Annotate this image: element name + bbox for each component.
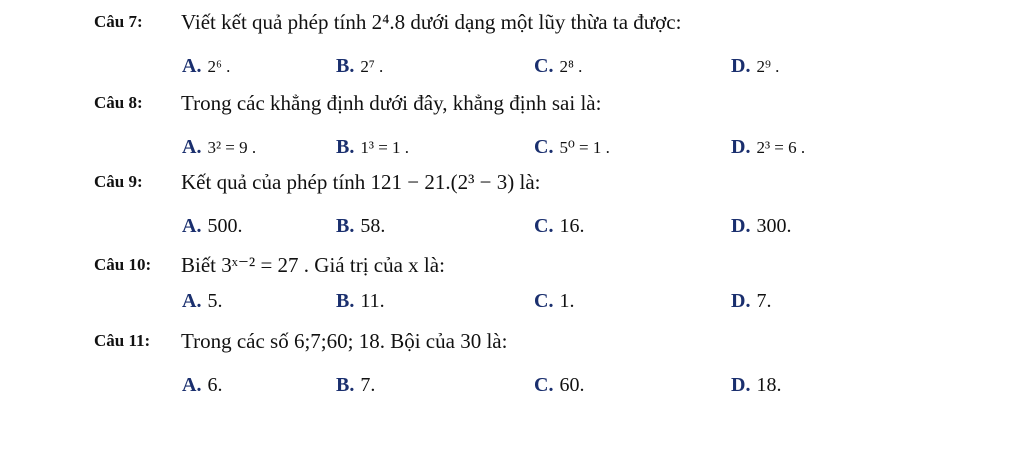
option-key: D. (731, 374, 751, 396)
option-b (336, 214, 385, 238)
option-value: 2³ = 6 . (756, 138, 806, 157)
option-key: D. (731, 290, 751, 312)
option-key: A. (182, 55, 202, 77)
question-8 (0, 91, 1024, 181)
option-key: B. (336, 290, 355, 312)
option-value: 58. (360, 215, 386, 237)
option-c (534, 54, 582, 79)
option-b (336, 373, 375, 397)
option-key: A. (182, 290, 202, 312)
option-b (336, 289, 385, 313)
option-value: 1. (559, 290, 575, 312)
option-d (731, 289, 771, 313)
option-key: B. (336, 215, 355, 237)
option-a (182, 54, 230, 79)
question-9 (0, 170, 1024, 260)
option-c (534, 214, 584, 238)
option-key: C. (534, 136, 554, 158)
option-key: B. (336, 55, 355, 77)
option-value: 3² = 9 . (207, 138, 257, 157)
option-value: 7. (756, 290, 772, 312)
option-key: D. (731, 55, 751, 77)
option-a (182, 214, 242, 238)
option-value: 7. (360, 374, 376, 396)
question-label: Câu 10: (94, 255, 152, 274)
question-7 (0, 10, 1024, 100)
option-d (731, 54, 779, 79)
option-a (182, 289, 222, 313)
question-label: Câu 7: (94, 12, 143, 31)
option-b (336, 135, 409, 160)
option-value: 60. (559, 374, 585, 396)
option-d (731, 135, 805, 160)
question-11 (0, 329, 1024, 419)
option-key: A. (182, 374, 202, 396)
option-key: B. (336, 136, 355, 158)
option-value: 5. (207, 290, 223, 312)
option-c (534, 289, 574, 313)
option-key: C. (534, 55, 554, 77)
question-label: Câu 9: (94, 172, 143, 191)
option-value: 2⁸ . (559, 57, 583, 76)
option-value: 2⁶ . (207, 57, 231, 76)
option-key: C. (534, 290, 554, 312)
option-c (534, 135, 610, 160)
option-a (182, 373, 222, 397)
question-text: Viết kết quả phép tính 2⁴.8 dưới dạng một lũy thừa ta được: (181, 10, 682, 34)
option-value: 6. (207, 374, 223, 396)
option-b (336, 54, 383, 79)
option-d (731, 214, 791, 238)
option-c (534, 373, 584, 397)
question-label: Câu 11: (94, 331, 151, 350)
option-value: 11. (360, 290, 385, 312)
question-text: Trong các số 6;7;60; 18. Bội của 30 là: (181, 329, 508, 353)
option-a (182, 135, 256, 160)
option-key: A. (182, 136, 202, 158)
option-value: 500. (207, 215, 243, 237)
option-value: 16. (559, 215, 585, 237)
option-value: 5⁰ = 1 . (559, 138, 610, 157)
option-value: 300. (756, 215, 792, 237)
option-d (731, 373, 781, 397)
option-key: C. (534, 374, 554, 396)
option-value: 2⁹ . (756, 57, 780, 76)
question-label: Câu 8: (94, 93, 143, 112)
question-text: Kết quả của phép tính 121 − 21.(2³ − 3) là: (181, 170, 541, 194)
option-key: A. (182, 215, 202, 237)
question-text: Biết 3ˣ⁻² = 27 . Giá trị của x là: (181, 253, 445, 277)
option-value: 18. (756, 374, 782, 396)
option-value: 2⁷ . (360, 57, 384, 76)
option-key: D. (731, 215, 751, 237)
option-key: C. (534, 215, 554, 237)
option-key: B. (336, 374, 355, 396)
option-value: 1³ = 1 . (360, 138, 410, 157)
option-key: D. (731, 136, 751, 158)
question-text: Trong các khẳng định dưới đây, khẳng định sai là: (181, 91, 602, 115)
